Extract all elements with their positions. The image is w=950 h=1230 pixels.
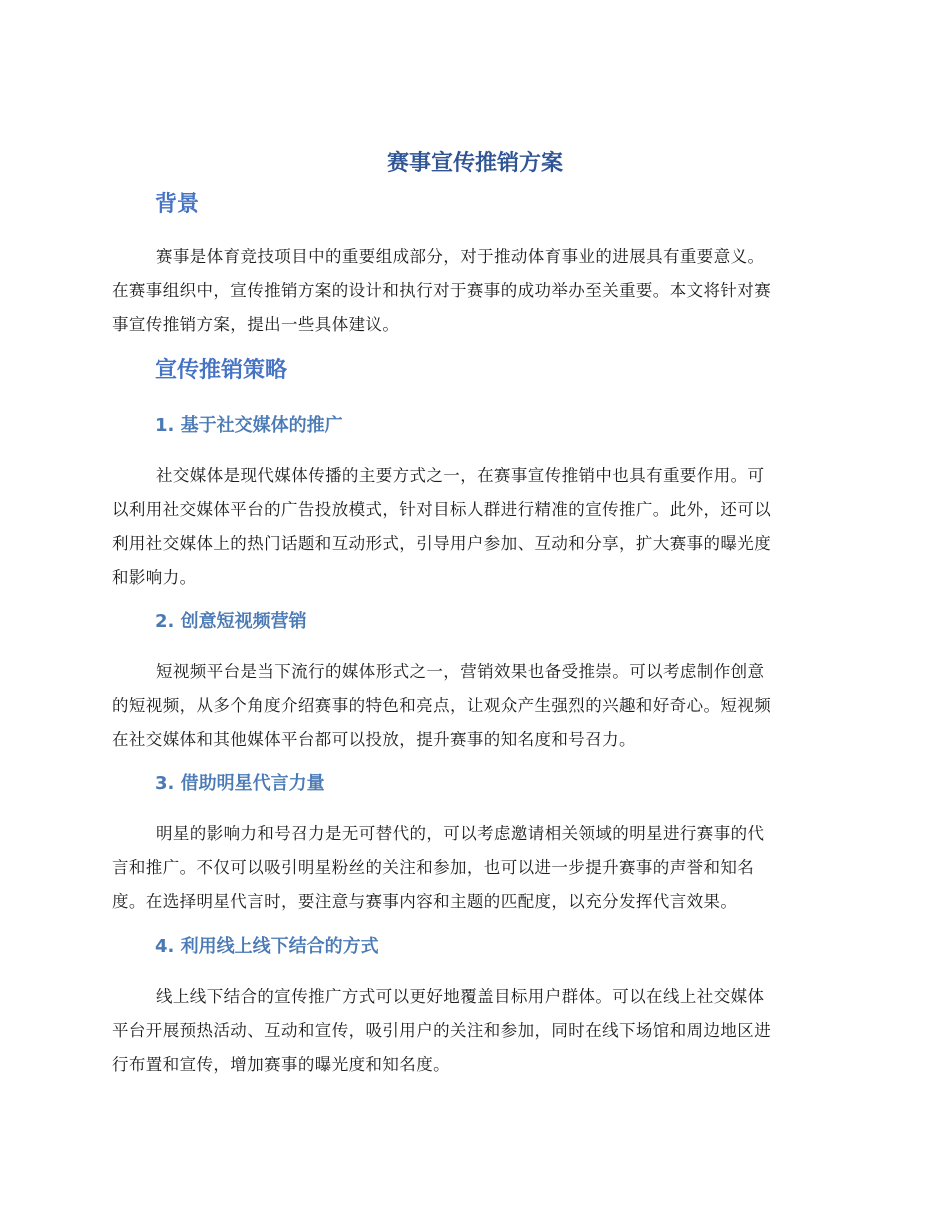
subsection-heading-2: 2. 创意短视频营销: [155, 611, 307, 632]
background-paragraph: [112, 240, 840, 342]
paragraph-line: 明星的影响力和号召力是无可替代的，可以考虑邀请相关领域的明星进行赛事的代: [156, 824, 765, 843]
paragraph-line: 事宣传推销方案，提出一些具体建议。: [112, 315, 400, 334]
subsection-heading-4: 4. 利用线上线下结合的方式: [155, 936, 379, 957]
document-title: 赛事宣传推销方案: [386, 151, 563, 176]
subsection-heading-3: 3. 借助明星代言力量: [155, 773, 325, 794]
section-heading-strategy: 宣传推销策略: [155, 358, 288, 383]
section-heading-background: 背景: [155, 192, 200, 217]
paragraph-line: 度。在选择明星代言时，要注意与赛事内容和主题的匹配度，以充分发挥代言效果。: [112, 892, 738, 911]
paragraph-line: 社交媒体是现代媒体传播的主要方式之一，在赛事宣传推销中也具有重要作用。可: [156, 466, 765, 485]
subsection-heading-1: 1. 基于社交媒体的推广: [155, 415, 343, 436]
paragraph-line: 在社交媒体和其他媒体平台都可以投放，提升赛事的知名度和号召力。: [112, 730, 636, 749]
subsection-paragraph-3: [112, 817, 840, 919]
paragraph-line: 和影响力。: [112, 568, 197, 587]
paragraph-line: 短视频平台是当下流行的媒体形式之一，营销效果也备受推崇。可以考虑制作创意: [156, 662, 765, 681]
paragraph-line: 赛事是体育竞技项目中的重要组成部分，对于推动体育事业的进展具有重要意义。: [156, 247, 765, 266]
paragraph-line: 在赛事组织中，宣传推销方案的设计和执行对于赛事的成功举办至关重要。本文将针对赛: [112, 281, 772, 300]
paragraph-line: 线上线下结合的宣传推广方式可以更好地覆盖目标用户群体。可以在线上社交媒体: [156, 987, 765, 1006]
paragraph-line: 言和推广。不仅可以吸引明星粉丝的关注和参加，也可以进一步提升赛事的声誉和知名: [112, 858, 755, 877]
subsection-paragraph-2: [112, 655, 840, 757]
paragraph-line: 以利用社交媒体平台的广告投放模式，针对目标人群进行精准的宣传推广。此外，还可以: [112, 500, 772, 519]
subsection-paragraph-1: [112, 459, 840, 595]
paragraph-line: 行布置和宣传，增加赛事的曝光度和知名度。: [112, 1055, 450, 1074]
paragraph-line: 的短视频，从多个角度介绍赛事的特色和亮点，让观众产生强烈的兴趣和好奇心。短视频: [112, 696, 772, 715]
subsection-paragraph-4: [112, 980, 840, 1082]
paragraph-line: 平台开展预热活动、互动和宣传，吸引用户的关注和参加，同时在线下场馆和周边地区进: [112, 1021, 772, 1040]
paragraph-line: 利用社交媒体上的热门话题和互动形式，引导用户参加、互动和分享，扩大赛事的曝光度: [112, 534, 772, 553]
